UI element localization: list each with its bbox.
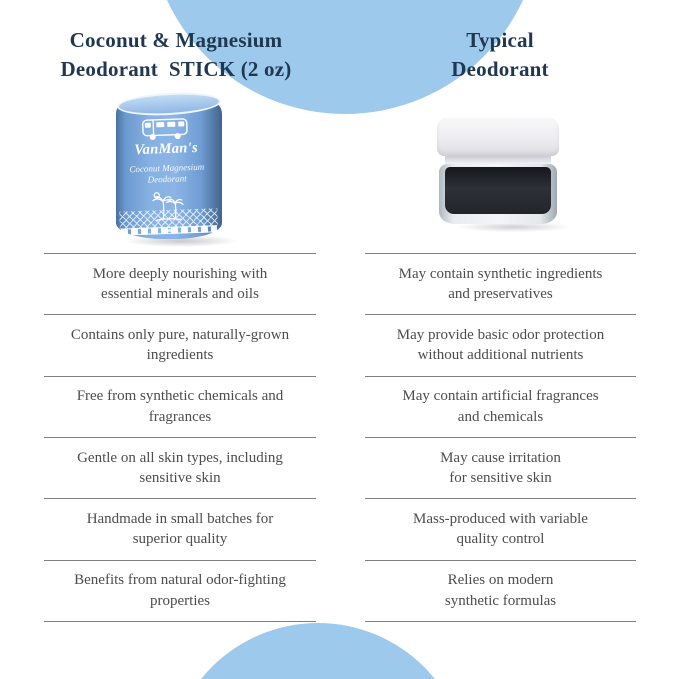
typical-deodorant-jar-image <box>436 118 560 238</box>
right-column-heading <box>366 26 634 84</box>
row-text: Mass-produced with variable <box>413 510 588 527</box>
right-heading-line2: Deodorant <box>451 57 549 81</box>
jar-neck <box>445 156 551 164</box>
row-text: superior quality <box>132 531 228 548</box>
stick-label-art <box>112 107 222 241</box>
left-comparison-list <box>44 253 316 622</box>
row-text: synthetic formulas <box>444 592 557 609</box>
right-row-4 <box>365 437 636 498</box>
right-comparison-list <box>365 253 636 622</box>
row-text: Contains only pure, naturally-grown <box>70 326 290 343</box>
row-text: and chemicals <box>457 408 544 425</box>
left-row-3 <box>44 376 316 437</box>
right-row-2 <box>365 314 636 375</box>
stick-label-line1: Coconut Magnesium <box>129 161 205 175</box>
row-text: ingredients <box>146 347 214 364</box>
row-text: Gentle on all skin types, including <box>77 449 283 466</box>
row-text: May contain synthetic ingredients <box>398 265 603 282</box>
stick-label-text <box>114 161 221 187</box>
row-text: fragrances <box>148 408 212 425</box>
row-text: without additional nutrients <box>417 347 584 364</box>
right-heading-line1: Typical <box>466 28 534 52</box>
row-text: properties <box>150 592 210 609</box>
left-row-5 <box>44 498 316 559</box>
row-text: Benefits from natural odor-fighting <box>74 572 286 589</box>
right-row-3 <box>365 376 636 437</box>
bottom-blue-circle <box>168 623 468 679</box>
stick-brand-text: VanMan's <box>134 139 199 159</box>
right-row-5 <box>365 498 636 559</box>
left-row-4 <box>44 437 316 498</box>
row-text: essential minerals and oils <box>101 286 259 303</box>
row-text: quality control <box>456 531 545 548</box>
jar-charcoal-content <box>445 167 551 214</box>
row-text: for sensitive skin <box>449 470 552 487</box>
row-text: Free from synthetic chemicals and <box>76 388 284 405</box>
left-row-2 <box>44 314 316 375</box>
left-row-6 <box>44 560 316 621</box>
stick-label-line2: Deodorant <box>147 173 187 185</box>
right-row-1 <box>365 253 636 314</box>
right-row-6 <box>365 560 636 621</box>
row-text: More deeply nourishing with <box>92 265 268 282</box>
left-heading-line2: Deodorant STICK (2 oz) <box>60 57 292 81</box>
row-text: Relies on modern <box>447 572 554 589</box>
jar-lid <box>437 118 559 156</box>
left-column-heading <box>18 26 334 84</box>
row-text: sensitive skin <box>139 470 221 487</box>
row-text: May contain artificial fragrances <box>402 388 599 405</box>
row-text: May provide basic odor protection <box>396 326 605 343</box>
deodorant-stick-product-image <box>114 93 224 249</box>
row-text: and preservatives <box>448 286 553 303</box>
row-text: May cause irritation <box>440 449 561 466</box>
row-text: Handmade in small batches for <box>86 510 274 527</box>
left-row-1 <box>44 253 316 314</box>
left-heading-line1: Coconut & Magnesium <box>69 28 283 52</box>
